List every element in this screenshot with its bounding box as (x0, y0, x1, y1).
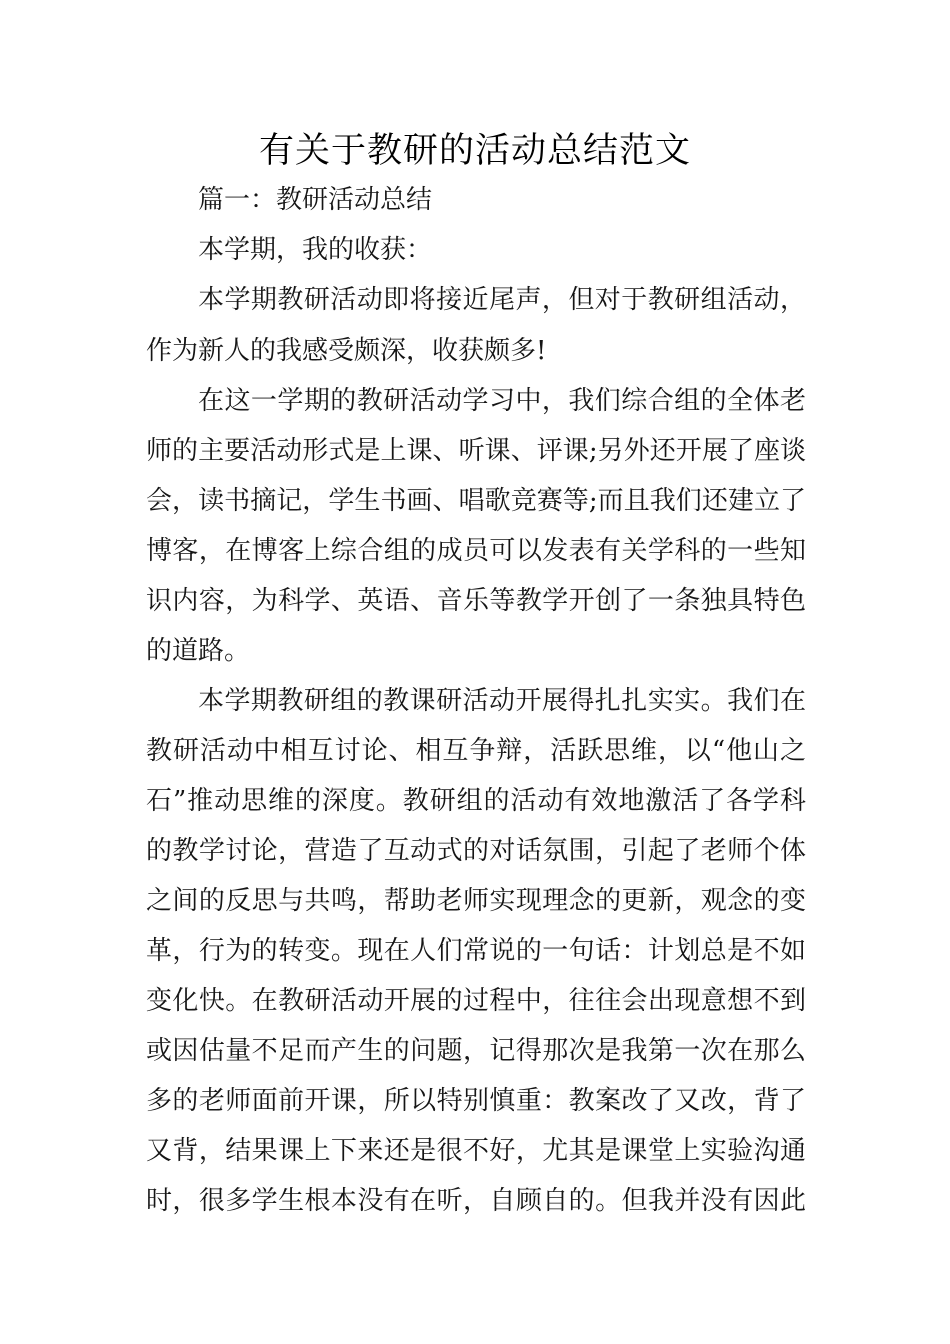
paragraph-line: 识内容，为科学、英语、音乐等教学开创了一条独具特色 (146, 586, 806, 616)
paragraph-line: 或因估量不足而产生的问题，记得那次是我第一次在那么 (146, 1036, 806, 1066)
paragraph-line: 多的老师面前开课，所以特别慎重：教案改了又改，背了 (146, 1086, 806, 1116)
paragraph-line: 教研活动中相互讨论、相互争辩，活跃思维，以“他山之 (146, 736, 806, 766)
paragraph-line: 本学期教研组的教课研活动开展得扎扎实实。我们在 (198, 686, 806, 716)
paragraph-line: 之间的反思与共鸣，帮助老师实现理念的更新，观念的变 (146, 886, 806, 916)
paragraph-line: 本学期教研活动即将接近尾声，但对于教研组活动， (198, 285, 806, 315)
paragraph-line: 革，行为的转变。现在人们常说的一句话：计划总是不如 (146, 936, 806, 966)
paragraph-line: 师的主要活动形式是上课、听课、评课;另外还开展了座谈 (146, 436, 806, 466)
paragraph-line: 的教学讨论，营造了互动式的对话氛围，引起了老师个体 (146, 836, 806, 866)
paragraph-line: 石”推动思维的深度。教研组的活动有效地激活了各学科 (146, 786, 806, 816)
paragraph-line: 又背，结果课上下来还是很不好，尤其是课堂上实验沟通 (146, 1136, 806, 1166)
paragraph-line: 的道路。 (146, 636, 251, 666)
paragraph-line: 会，读书摘记，学生书画、唱歌竞赛等;而且我们还建立了 (146, 486, 806, 516)
paragraph-line: 在这一学期的教研活动学习中，我们综合组的全体老 (198, 386, 806, 416)
document-title: 有关于教研的活动总结范文 (258, 131, 691, 171)
paragraph-line: 本学期，我的收获： (198, 235, 433, 265)
paragraph-line: 变化快。在教研活动开展的过程中，往往会出现意想不到 (146, 986, 806, 1016)
paragraph-line: 作为新人的我感受颇深，收获颇多! (146, 336, 547, 366)
paragraph-line: 博客，在博客上综合组的成员可以发表有关学科的一些知 (146, 536, 806, 566)
section-heading: 篇一：教研活动总结 (198, 185, 433, 215)
paragraph-line: 时，很多学生根本没有在听，自顾自的。但我并没有因此 (146, 1186, 806, 1216)
